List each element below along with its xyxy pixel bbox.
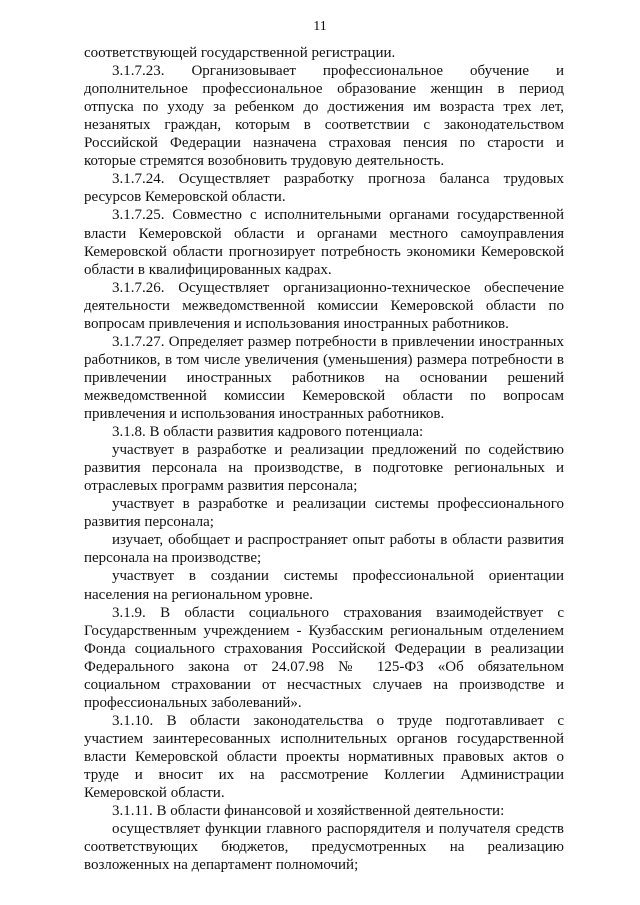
text-line: развития персонала;: [84, 514, 214, 531]
text-line: которые стремятся возобновить трудовую деятельность.: [84, 153, 445, 170]
text-line: Кемеровской области.: [84, 785, 225, 802]
text-line: изучает, обобщает и распространяет опыт работы в области развития: [112, 532, 564, 549]
text-line: межведомственной комиссии Кемеровской области по вопросам: [84, 387, 564, 404]
text-line: власти Кемеровской области проекты нормативных правовых актов о: [84, 748, 564, 765]
text-line: вопросам привлечения и использования иностранных работников.: [84, 315, 509, 332]
page-number: 11: [313, 19, 327, 34]
text-line: соответствующих бюджетов, предусмотренных на реализацию: [84, 839, 564, 856]
text-line: деятельности межведомственной комиссии Кемеровской области по: [84, 297, 564, 314]
text-line: 3.1.7.24. Осуществляет разработку прогноза баланса трудовых: [112, 171, 564, 188]
text-line: 3.1.8. В области развития кадрового потенциала:: [112, 424, 424, 441]
text-line: власти Кемеровской области и органами местного самоуправления: [84, 225, 564, 242]
text-line: Федерального закона от 24.07.98 № 125-ФЗ «Об обязательном: [84, 658, 564, 675]
text-line: Фонда социального страхования Российской Федерации в реализации: [84, 640, 564, 657]
text-line: 3.1.7.25. Совместно с исполнительными органами государственной: [112, 207, 564, 224]
text-line: ресурсов Кемеровской области.: [84, 189, 286, 206]
text-line: 3.1.11. В области финансовой и хозяйственной деятельности:: [112, 803, 505, 820]
text-line: персонала на производстве;: [84, 550, 262, 567]
text-line: 3.1.7.27. Определяет размер потребности в привлечении иностранных: [112, 333, 564, 350]
text-line: возложенных на департамент полномочий;: [84, 857, 359, 874]
text-line: профессиональных заболеваний».: [84, 694, 302, 711]
text-line: привлечения и использования иностранных работников.: [84, 406, 445, 422]
text-line: дополнительное профессиональное образование женщин в период: [84, 81, 564, 98]
text-line: отпуска по уходу за ребенком до достижения им возраста трех лет,: [84, 99, 564, 116]
text-line: развития персонала на производстве, в подготовке региональных и: [84, 460, 564, 477]
text-line: Российской Федерации назначена страховая пенсия по старости и: [84, 135, 564, 152]
text-line: участвует в разработке и реализации системы профессионального: [112, 496, 564, 513]
text-line: участием заинтересованных исполнительных органов государственной: [84, 730, 564, 747]
text-line: осуществляет функции главного распорядителя и получателя средств: [112, 821, 564, 838]
text-line: работников, в том числе увеличения (уменьшения) размера потребности в: [84, 351, 564, 368]
text-line: 3.1.10. В области законодательства о труде подготавливает с: [112, 712, 564, 729]
text-line: области в квалифицированных кадрах.: [84, 261, 332, 278]
text-line: незанятых граждан, которым в соответствии с законодательством: [84, 117, 564, 134]
text-line: отраслевых программ развития персонала;: [84, 478, 358, 495]
text-line: социальном страховании от несчастных случаев на производстве и: [84, 676, 564, 693]
text-line: Государственным учреждением - Кузбасским региональным отделением: [84, 622, 564, 639]
text-line: труде и вносит их на рассмотрение Коллегии Администрации: [84, 767, 564, 783]
text-line: 3.1.7.23. Организовывает профессиональное обучение и: [112, 63, 564, 80]
text-line: 3.1.7.26. Осуществляет организационно-техническое обеспечение: [112, 279, 564, 296]
text-line: участвует в создании системы профессиональной ориентации: [112, 568, 564, 585]
text-line: привлечении иностранных работников на основании решений: [84, 369, 564, 386]
text-line: участвует в разработке и реализации предложений по содействию: [112, 442, 564, 459]
text-line: Кемеровской области прогнозирует потребность экономики Кемеровской: [84, 243, 564, 260]
text-line: соответствующей государственной регистрации.: [84, 45, 396, 61]
text-line: 3.1.9. В области социального страхования взаимодействует с: [112, 604, 564, 621]
text-line: населения на региональном уровне.: [84, 586, 313, 603]
